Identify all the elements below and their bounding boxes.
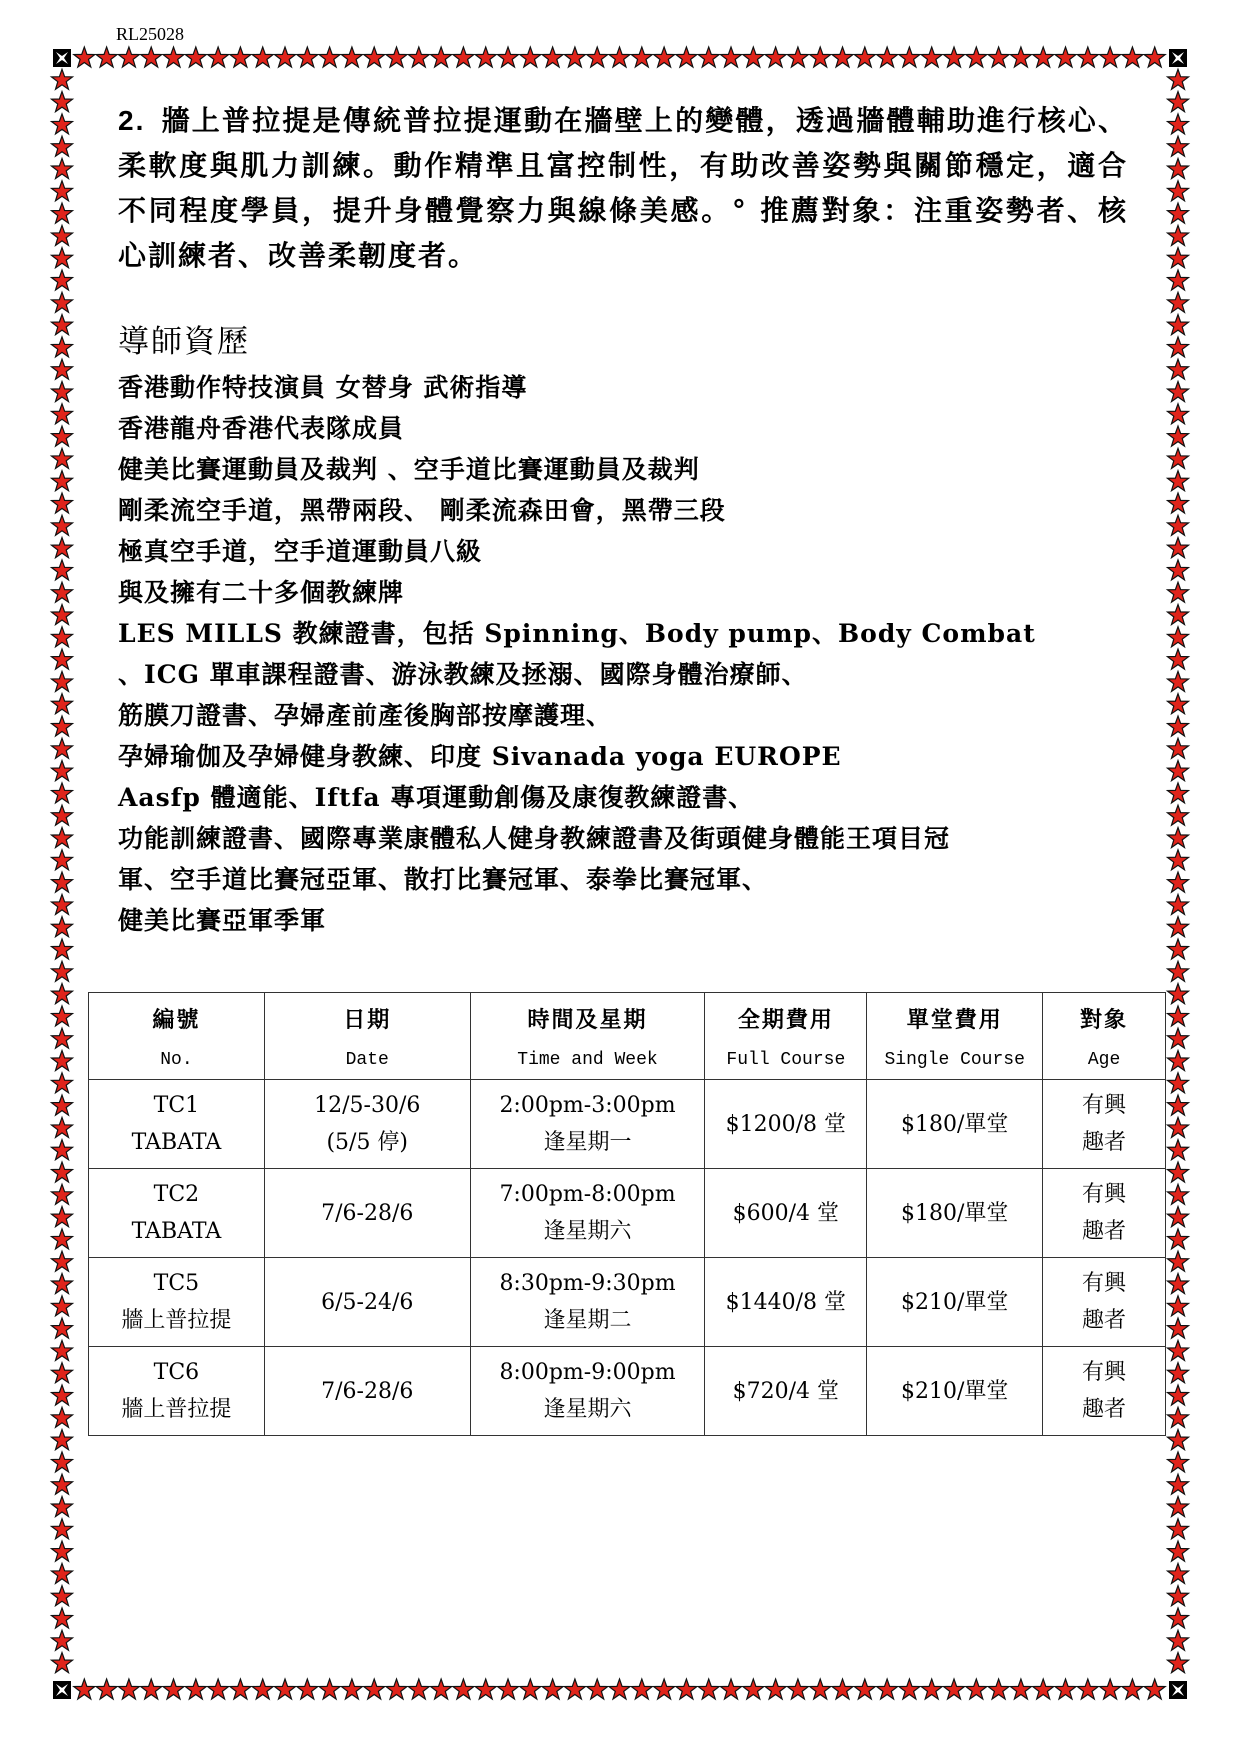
credential-line: 極真空手道，空手道運動員八級	[118, 537, 483, 566]
target-age: 有興 趣者	[1043, 1080, 1166, 1169]
course-date: 7/6-28/6	[264, 1169, 470, 1258]
full-fee: $1200/8 堂	[705, 1080, 867, 1169]
credential-line: 、ICG 單車課程證書、游泳教練及拯溺、國際身體治療師、	[118, 660, 808, 689]
table-row	[89, 1169, 1166, 1258]
credential-line: 筋膜刀證書、孕婦產前產後胸部按摩護理、	[118, 701, 613, 730]
course-code: TC6 牆上普拉提	[89, 1347, 265, 1436]
credential-line: 孕婦瑜伽及孕婦健身教練、印度 Sivanada yoga EUROPE	[118, 742, 842, 771]
course-description	[118, 98, 1128, 278]
table-row	[89, 1347, 1166, 1436]
credential-line: 與及擁有二十多個教練牌	[118, 578, 405, 607]
target-age: 有興 趣者	[1043, 1169, 1166, 1258]
header-single-fee: 單堂費用 Single Course	[867, 993, 1043, 1080]
credential-line: 香港龍舟香港代表隊成員	[118, 414, 405, 443]
single-fee: $180/單堂	[867, 1169, 1043, 1258]
full-fee: $1440/8 堂	[705, 1258, 867, 1347]
full-fee: $600/4 堂	[705, 1169, 867, 1258]
course-time: 8:30pm-9:30pm 逢星期二	[470, 1258, 705, 1347]
course-time: 7:00pm-8:00pm 逢星期六	[470, 1169, 705, 1258]
table-row	[89, 1080, 1166, 1169]
credential-line: 健美比賽運動員及裁判 、空手道比賽運動員及裁判	[118, 455, 700, 484]
course-code: TC2 TABATA	[89, 1169, 265, 1258]
credential-line: LES MILLS 教練證書，包括 Spinning、Body pump、Body Combat	[118, 619, 1036, 648]
target-age: 有興 趣者	[1043, 1347, 1166, 1436]
item-number: 2.	[118, 105, 146, 136]
description-text: 牆上普拉提是傳統普拉提運動在牆壁上的變體，透過牆體輔助進行核心、柔軟度與肌力訓練。動作精準且富控制性，有助改善姿勢與關節穩定，適合不同程度學員，提升身體覺察力與線條美感。° 推薦對象：注重姿勢者、核心訓練者、改善柔韌度者。	[118, 104, 1128, 272]
credential-line: 剛柔流空手道，黑帶兩段、 剛柔流森田會，黑帶三段	[118, 496, 726, 525]
table-row	[89, 1258, 1166, 1347]
credential-line: 功能訓練證書、國際專業康體私人健身教練證書及街頭健身體能王項目冠	[118, 824, 951, 853]
document-reference: RL25028	[116, 24, 185, 44]
single-fee: $210/單堂	[867, 1258, 1043, 1347]
header-age: 對象 Age	[1043, 993, 1166, 1080]
course-date: 7/6-28/6	[264, 1347, 470, 1436]
credential-line: Aasfp 體適能、Iftfa 專項運動創傷及康復教練證書、	[118, 783, 755, 812]
instructor-credentials	[118, 367, 1128, 941]
course-code: TC5 牆上普拉提	[89, 1258, 265, 1347]
credential-line: 健美比賽亞軍季軍	[118, 906, 327, 935]
course-date: 12/5-30/6 (5/5 停)	[264, 1080, 470, 1169]
course-code: TC1 TABATA	[89, 1080, 265, 1169]
header-number: 編號 No.	[89, 993, 265, 1080]
course-schedule-table	[88, 992, 1166, 1436]
header-date: 日期 Date	[264, 993, 470, 1080]
course-time: 2:00pm-3:00pm 逢星期一	[470, 1080, 705, 1169]
credential-line: 軍、空手道比賽冠亞軍、散打比賽冠軍、泰拳比賽冠軍、	[118, 865, 769, 894]
full-fee: $720/4 堂	[705, 1347, 867, 1436]
main-content	[118, 98, 1128, 941]
instructor-heading: 導師資歷	[118, 324, 250, 360]
header-time: 時間及星期 Time and Week	[470, 993, 705, 1080]
single-fee: $210/單堂	[867, 1347, 1043, 1436]
table-header-row	[89, 993, 1166, 1080]
header-full-fee: 全期費用 Full Course	[705, 993, 867, 1080]
single-fee: $180/單堂	[867, 1080, 1043, 1169]
course-date: 6/5-24/6	[264, 1258, 470, 1347]
course-time: 8:00pm-9:00pm 逢星期六	[470, 1347, 705, 1436]
target-age: 有興 趣者	[1043, 1258, 1166, 1347]
credential-line: 香港動作特技演員 女替身 武術指導	[118, 373, 528, 402]
